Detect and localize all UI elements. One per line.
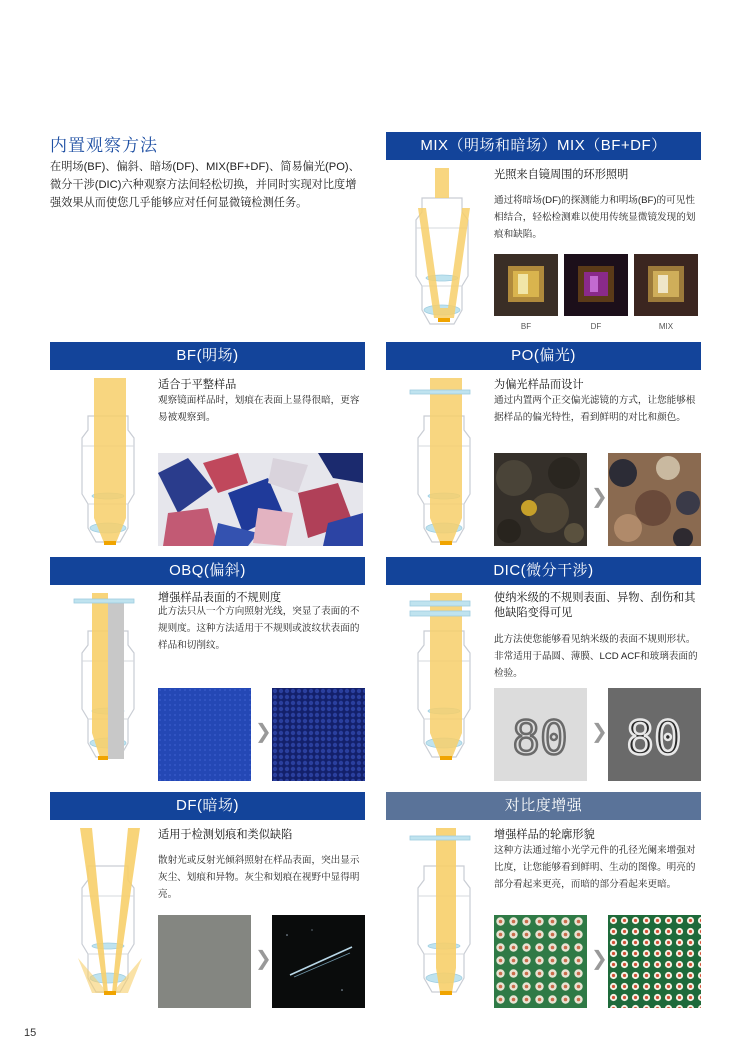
intro-paragraph: 在明场(BF)、偏斜、暗场(DF)、MIX(BF+DF)、简易偏光(PO)、微分干涉(DIC)六种观察方法间轻松切换，并同时实现对比度增强效果从而使您几乎能够应对任何显微镜检测任务。 xyxy=(50,161,360,209)
po-arrow-icon: ❯ xyxy=(591,486,608,508)
dic-heading: 使纳米级的不规则表面、异物、刮伤和其他缺陷变得可见 xyxy=(494,592,696,619)
contrast-objective-diagram xyxy=(406,828,486,998)
contrast-title-bar: 对比度增强 xyxy=(386,792,701,820)
po-heading: 为偏光样品而设计 xyxy=(494,379,584,391)
df-photo-before xyxy=(158,915,251,1008)
po-panel xyxy=(386,342,701,577)
mix-heading: 光照来自镜周围的环形照明 xyxy=(494,169,629,181)
po-body: 通过内置两个正交偏光滤镜的方式，让您能够根据样品的偏光特性，看到鲜明的对比和颜色。 xyxy=(494,395,696,423)
df-photo-after xyxy=(272,915,365,1008)
dic-body: 此方法使您能够看见纳米级的表面不规则形状。非常适用于晶圆、薄膜、LCD ACF和玻璃表面的检验。 xyxy=(494,634,698,679)
page-number: 15 xyxy=(24,1027,37,1039)
dic-title-bar: DIC(微分干涉) xyxy=(386,557,701,585)
df-body: 散射光或反射光倾斜照射在样品表面，突出显示灰尘、划痕和异物。灰尘和划痕在视野中显得明亮。 xyxy=(158,855,360,900)
dic-sample-digits-relief: 80 xyxy=(626,711,682,765)
po-photo-after xyxy=(608,453,701,546)
po-title-bar: PO(偏光) xyxy=(386,342,701,370)
mix-panel xyxy=(386,132,701,337)
contrast-arrow-icon: ❯ xyxy=(591,948,608,970)
contrast-photo-after xyxy=(608,915,701,1008)
dic-objective-diagram xyxy=(406,593,486,763)
bf-panel xyxy=(50,342,365,577)
df-objective-diagram xyxy=(70,828,150,998)
obq-title-bar: OBQ(偏斜) xyxy=(50,557,365,585)
page-title: 内置观察方法 xyxy=(50,136,158,155)
mix-bf-thumbnail xyxy=(494,254,558,316)
dic-photo-before xyxy=(494,688,587,781)
bf-sample-photo xyxy=(158,453,363,546)
contrast-body: 这种方法通过缩小光学元件的孔径光阑来增强对比度，让您能够看到鲜明、生动的图像。明亮的部分看起来更亮，而暗的部分看起来更暗。 xyxy=(494,845,696,890)
mix-mix-thumbnail xyxy=(634,254,698,316)
obq-photo-after xyxy=(272,688,365,781)
df-arrow-icon: ❯ xyxy=(255,948,272,970)
mix-body: 通过将暗场(DF)的探测能力和明场(BF)的可见性相结合，轻松检测难以使用传统显微镜发现的划痕和缺陷。 xyxy=(494,195,696,240)
bf-objective-diagram xyxy=(70,378,150,548)
obq-photo-before xyxy=(158,688,251,781)
dic-panel xyxy=(386,557,701,792)
bf-title-bar: BF(明场) xyxy=(50,342,365,370)
bf-body: 观察镜面样品时，划痕在表面上显得很暗，更容易被观察到。 xyxy=(158,395,360,423)
df-heading: 适用于检测划痕和类似缺陷 xyxy=(158,829,293,841)
mix-objective-diagram xyxy=(404,168,484,328)
mix-label-bf: BF xyxy=(520,322,532,331)
dic-arrow-icon: ❯ xyxy=(591,721,608,743)
dic-sample-digits-plain: 80 xyxy=(512,711,568,765)
dic-photo-after xyxy=(608,688,701,781)
obq-objective-diagram xyxy=(70,593,150,763)
obq-heading: 增强样品表面的不规则度 xyxy=(158,592,282,604)
contrast-heading: 增强样品的轮廓形貌 xyxy=(494,829,595,841)
contrast-panel xyxy=(386,792,701,1027)
obq-arrow-icon: ❯ xyxy=(255,721,272,743)
mix-df-thumbnail xyxy=(564,254,628,316)
df-panel xyxy=(50,792,365,1027)
mix-label-df: DF xyxy=(590,322,602,331)
po-objective-diagram xyxy=(406,378,486,548)
contrast-photo-before xyxy=(494,915,587,1008)
obq-body: 此方法只从一个方向照射光线，突显了表面的不规则度。这种方法适用于不规则或波纹状表面的样品和切削纹。 xyxy=(158,606,360,651)
df-title-bar: DF(暗场) xyxy=(50,792,365,820)
mix-label-mix: MIX xyxy=(658,322,674,331)
obq-panel xyxy=(50,557,365,792)
po-photo-before xyxy=(494,453,587,546)
mix-title-bar: MIX（明场和暗场）MIX（BF+DF） xyxy=(386,132,701,160)
bf-heading: 适合于平整样品 xyxy=(158,379,237,391)
